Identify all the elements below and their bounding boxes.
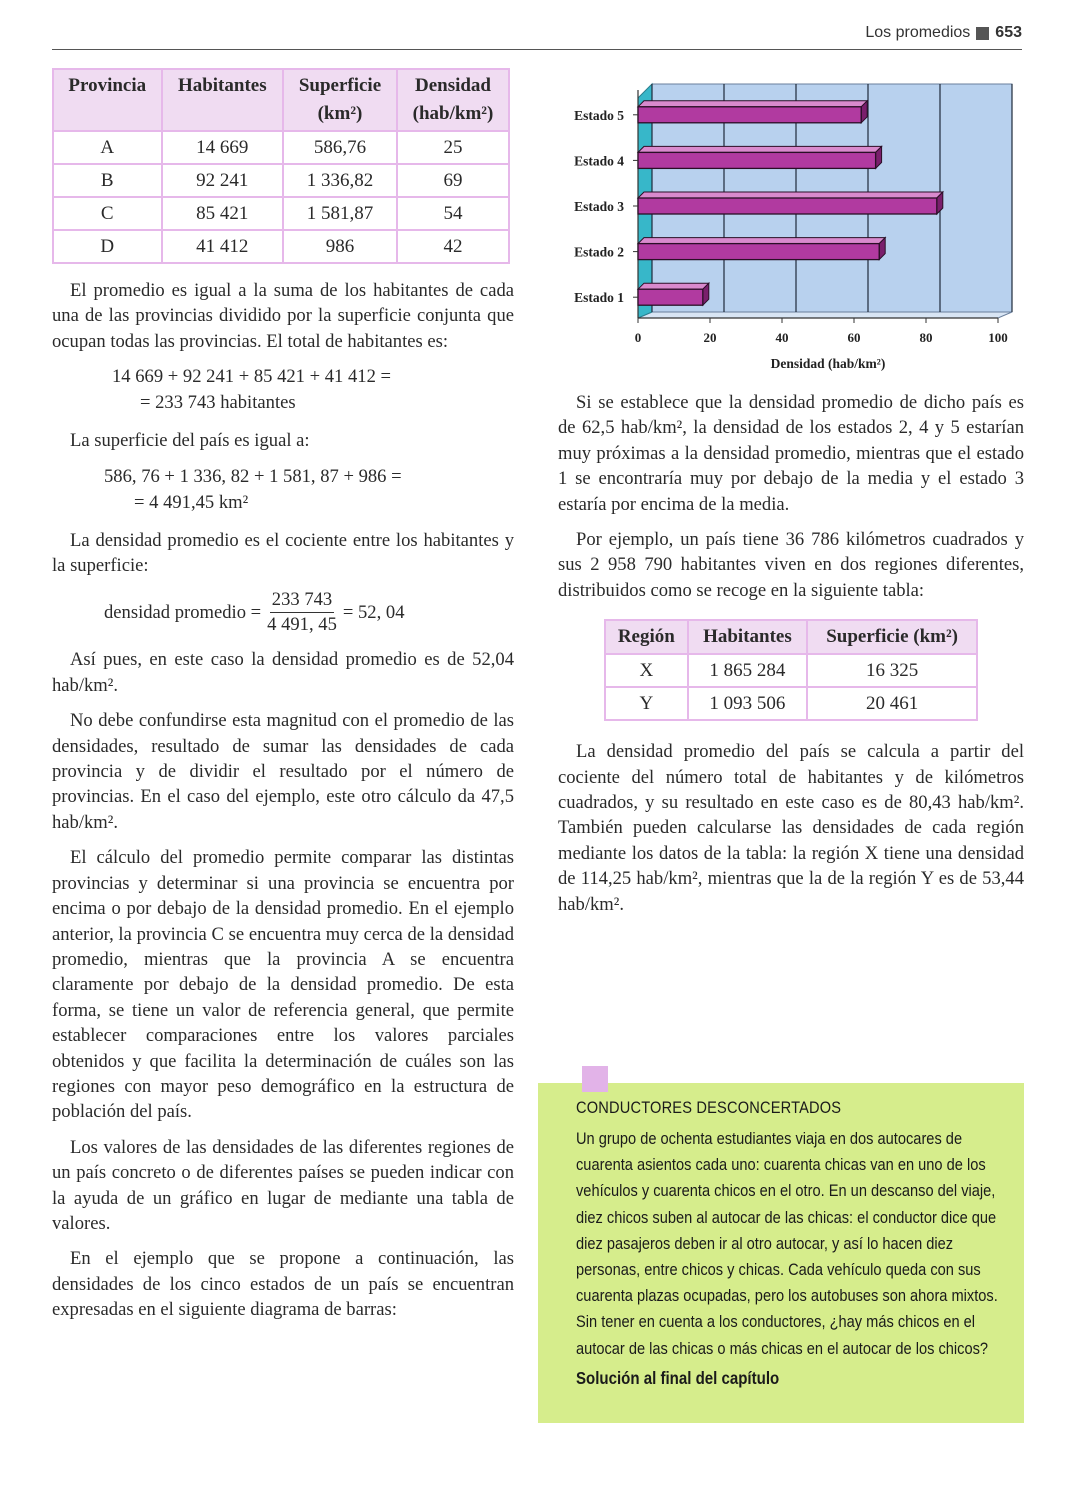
paragraph: No debe confundirse esta magnitud con el promedio de las densidades, resultado de sumar las densidades de cada provincia y de dividir el resultado por el número de provincias. En el caso del ejemplo, este otro cálculo da 47,5 hab/km².	[52, 710, 514, 833]
col-header-superficie: Superficie (km²)	[807, 620, 977, 654]
x-tick-label: 0	[634, 330, 642, 345]
table-cell: 85 421	[162, 197, 283, 230]
y-category-label: Estado 1	[574, 290, 624, 306]
page-number: 653	[995, 24, 1022, 41]
fraction	[267, 588, 337, 637]
table-cell: 1 865 284	[688, 654, 808, 687]
puzzle-text: Un grupo de ochenta estudiantes viaja en dos autocares de cuarenta asientos cada uno: cuarenta chicas van en uno de los vehículos y cuarenta chicos en el otro. En un descanso del viaje, diez chicos suben al autocar de las chicas: el conductor dice que diez pasajeros deben ir al otro autocar, y así lo hacen diez personas, entre chicos y chicas. Cada vehículo queda con sus cuarenta plazas ocupadas, pero los autobuses son ahora mixtos. Sin tener en cuenta a los conductores, ¿hay más chicos en el autocar de las chicas o más chicas en el autocar de los chicos?	[576, 1129, 998, 1358]
table-cell: 42	[397, 230, 509, 263]
paragraph: Así pues, en este caso la densidad promedio es de 52,04 hab/km².	[52, 649, 514, 696]
table-cell: C	[53, 197, 162, 230]
paragraph: Los valores de las densidades de las diferentes regiones de un país concreto o de diferentes países se pueden indicar con la ayuda de un gráfico en lugar de mediante una tabla de valores.	[52, 1136, 514, 1234]
equation-densidad-promedio	[52, 588, 514, 637]
table-cell: 986	[283, 230, 397, 263]
box-tab-marker	[582, 1066, 608, 1092]
table-cell: X	[605, 654, 688, 687]
paragraph: La superficie del país es igual a:	[70, 430, 310, 452]
bar	[638, 289, 703, 305]
square-bullet-icon	[976, 27, 989, 40]
density-bar-chart	[558, 68, 1024, 374]
table-cell: B	[53, 164, 162, 197]
bar-top-face	[638, 192, 943, 198]
header-rule	[52, 49, 1022, 50]
table-cell: 1 093 506	[688, 687, 808, 720]
equation-line: 14 669 + 92 241 + 85 421 + 41 412 =	[112, 366, 392, 388]
table-row	[53, 164, 509, 197]
right-column	[558, 68, 1024, 927]
y-category-label: Estado 5	[574, 107, 624, 123]
bar	[638, 152, 876, 168]
col-header-densidad-label: Densidad	[414, 75, 491, 96]
table-cell: 69	[397, 164, 509, 197]
col-header-superficie-unit: (km²)	[317, 103, 363, 124]
equation-result: = 52, 04	[342, 601, 405, 623]
table-cell: Y	[605, 687, 688, 720]
y-category-label: Estado 4	[574, 153, 624, 169]
x-tick-label: 60	[847, 330, 861, 345]
col-header-densidad-unit: (hab/km²)	[412, 103, 494, 124]
provinces-table	[52, 68, 510, 264]
fraction-numerator: 233 743	[270, 588, 334, 613]
paragraph: El promedio es igual a la suma de los habitantes de cada una de las provincias dividido por la superficie conjunta que ocupan todas las provincias. El total de habitantes es:	[52, 280, 514, 352]
table-cell: 20 461	[807, 687, 977, 720]
plot-floor	[638, 312, 1012, 318]
y-category-label: Estado 3	[574, 199, 624, 214]
table-row	[53, 230, 509, 263]
table-row	[605, 654, 977, 687]
regions-table	[604, 619, 978, 721]
equation-label: densidad promedio =	[104, 601, 262, 623]
paragraph: Si se establece que la densidad promedio de dicho país es de 62,5 hab/km², la densidad de los estados 2, 4 y 5 estarían muy próximas a la densidad promedio, mientras que el estado 1 se encontraría muy por debajo de la media y el estado 3 estaría por encima de la media.	[558, 392, 1024, 515]
table-cell: 41 412	[162, 230, 283, 263]
running-head	[865, 24, 1022, 42]
equation-line: = 233 743 habitantes	[140, 392, 296, 414]
table-row	[605, 687, 977, 720]
table-row	[53, 197, 509, 230]
paragraph: Por ejemplo, un país tiene 36 786 kilómetros cuadrados y sus 2 958 790 habitantes viven en dos regiones diferentes, distribuidos como se recoge en la siguiente tabla:	[558, 529, 1024, 601]
table-cell: 54	[397, 197, 509, 230]
regions-table-wrap	[558, 619, 1024, 721]
bar-top-face	[638, 101, 867, 107]
y-category-label: Estado 2	[574, 244, 624, 260]
col-header-densidad	[397, 69, 509, 131]
col-header-habitantes: Habitantes	[688, 620, 808, 654]
col-header-superficie-label: Superficie	[298, 75, 382, 96]
fraction-denominator: 4 491, 45	[267, 614, 337, 636]
table-cell: 1 336,82	[283, 164, 397, 197]
col-header-region: Región	[605, 620, 688, 654]
table-cell: 586,76	[283, 131, 397, 164]
bar-top-face	[638, 146, 882, 152]
table-cell: 16 325	[807, 654, 977, 687]
puzzle-title: CONDUCTORES DESCONCERTADOS	[576, 1098, 842, 1117]
equation-line: = 4 491,45 km²	[134, 491, 249, 513]
col-header-superficie	[283, 69, 397, 131]
paragraph: La densidad promedio del país se calcula a partir del cociente del número total de habitantes y de kilómetros cuadrados, y su resultado en este caso es de 80,43 hab/km². También pueden calcularse las densidades de cada región mediante los datos de la tabla: la región X tiene una densidad de 114,25 hab/km², mientras que la de la región Y es de 53,44 hab/km².	[558, 741, 1024, 915]
equation-line: 586, 76 + 1 336, 82 + 1 581, 87 + 986 =	[104, 465, 402, 487]
table-row	[53, 131, 509, 164]
bar-top-face	[638, 283, 709, 289]
left-column	[52, 68, 514, 1333]
table-cell: 92 241	[162, 164, 283, 197]
col-header-habitantes: Habitantes	[162, 69, 283, 131]
bar	[638, 107, 861, 123]
puzzle-solution-note: Solución al final del capítulo	[576, 1367, 780, 1388]
table-cell: 14 669	[162, 131, 283, 164]
x-axis-title: Densidad (hab/km²)	[770, 356, 886, 371]
table-header-row	[605, 620, 977, 654]
bar	[638, 244, 879, 260]
section-title: Los promedios	[865, 24, 971, 41]
x-tick-label: 40	[775, 330, 789, 345]
table-cell: 25	[397, 131, 509, 164]
table-cell: A	[53, 131, 162, 164]
x-tick-label: 20	[703, 330, 717, 345]
paragraph: La densidad promedio es el cociente entre los habitantes y la superficie:	[52, 529, 514, 577]
equation-total-habitantes	[52, 364, 514, 416]
table-header-row	[53, 69, 509, 131]
equation-superficie	[52, 464, 514, 516]
bar	[638, 198, 937, 214]
table-cell: 1 581,87	[283, 197, 397, 230]
x-tick-label: 100	[988, 330, 1008, 345]
bar-top-face	[638, 238, 885, 244]
paragraph: El cálculo del promedio permite comparar las distintas provincias y determinar si una provincia se encuentra por encima o por debajo de la densidad promedio. En el ejemplo anterior, la provincia C se encuentra muy cerca de la densidad promedio, mientras que la provincia A se encuentra claramente por debajo de la densidad promedio. De esta forma, se tiene un valor de referencia general, que permite establecer comparaciones entre los valores parciales obtenidos y que facilita la determinación de cuáles son las regiones con mayor peso demográfico en la estructura de población del país.	[52, 847, 514, 1123]
x-tick-label: 80	[919, 330, 933, 345]
puzzle-box-content	[576, 1098, 1016, 1389]
table-cell: D	[53, 230, 162, 263]
paragraph: En el ejemplo que se propone a continuación, las densidades de los cinco estados de un país se encuentran expresadas en el siguiente diagrama de barras:	[52, 1248, 514, 1321]
col-header-provincia: Provincia	[53, 69, 162, 131]
chart-svg	[558, 68, 1024, 374]
